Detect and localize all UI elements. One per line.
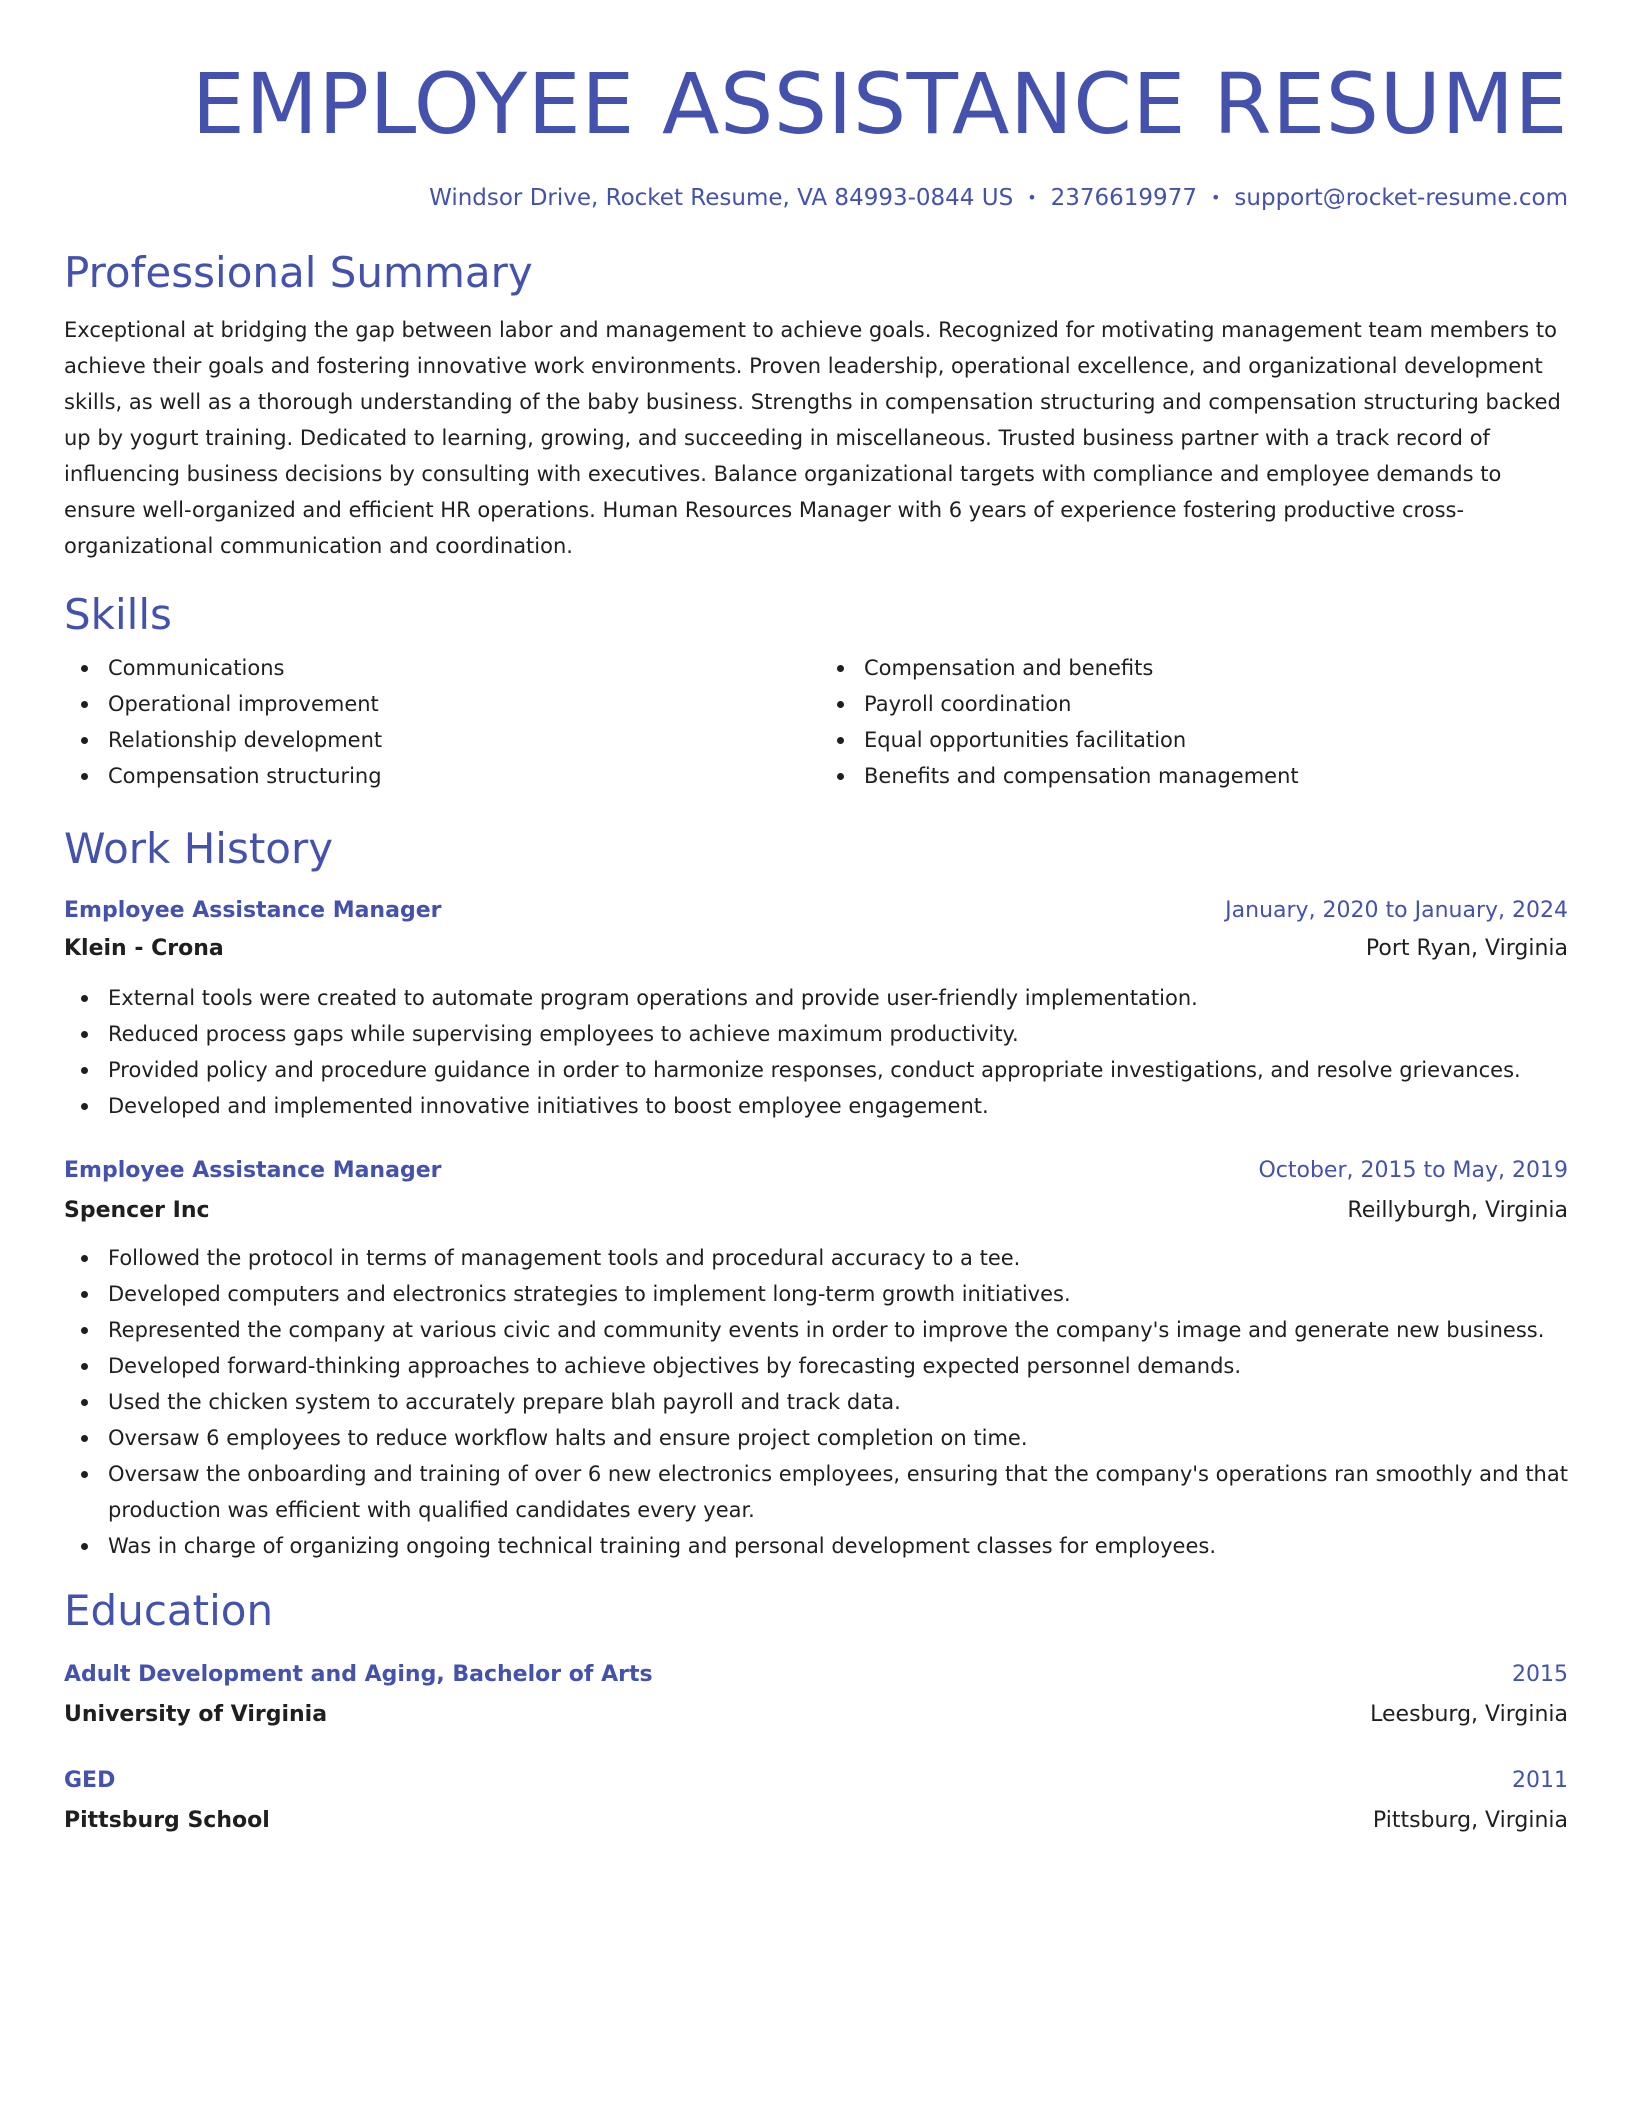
skill-item: Equal opportunities facilitation xyxy=(864,722,1568,758)
education-entry xyxy=(64,1766,1568,1836)
job-bullet: Provided policy and procedure guidance in order to harmonize responses, conduct appropriate investigations, and resolve grievances. xyxy=(108,1052,1568,1088)
education-degree: GED xyxy=(64,1768,116,1793)
job-bullet: Developed computers and electronics strategies to implement long-term growth initiatives. xyxy=(108,1276,1568,1312)
skills-column-left xyxy=(64,650,816,794)
contact-separator: • xyxy=(1027,188,1037,207)
education-location: Leesburg, Virginia xyxy=(1370,1702,1568,1727)
summary-heading: Professional Summary xyxy=(64,248,533,297)
skill-item: Communications xyxy=(108,650,816,686)
education-year: 2015 xyxy=(1512,1662,1568,1687)
education-degree: Adult Development and Aging, Bachelor of Arts xyxy=(64,1662,653,1687)
job-bullet: Followed the protocol in terms of management tools and procedural accuracy to a tee. xyxy=(108,1240,1568,1276)
skill-item: Benefits and compensation management xyxy=(864,758,1568,794)
job-bullet: Developed and implemented innovative initiatives to boost employee engagement. xyxy=(108,1088,1568,1124)
work-history-heading: Work History xyxy=(64,824,334,873)
skill-item: Payroll coordination xyxy=(864,686,1568,722)
contact-email: support@rocket-resume.com xyxy=(1234,185,1568,211)
contact-line xyxy=(64,184,1568,212)
job-bullet: Used the chicken system to accurately prepare blah payroll and track data. xyxy=(108,1384,1568,1420)
work-entry-header xyxy=(64,896,1568,926)
education-school-row xyxy=(64,1806,1568,1836)
work-entry xyxy=(64,896,1568,1124)
skills-column-right xyxy=(816,650,1568,794)
work-entry-company-row xyxy=(64,934,1568,964)
work-entry xyxy=(64,1156,1568,1564)
education-entry-header xyxy=(64,1660,1568,1690)
job-bullet: Represented the company at various civic and community events in order to improve the company's image and generate new business. xyxy=(108,1312,1568,1348)
education-school: Pittsburg School xyxy=(64,1808,270,1833)
job-role: Employee Assistance Manager xyxy=(64,1158,442,1183)
job-location: Reillyburgh, Virginia xyxy=(1347,1198,1568,1223)
education-heading: Education xyxy=(64,1586,274,1635)
skill-item: Relationship development xyxy=(108,722,816,758)
job-bullet: Was in charge of organizing ongoing technical training and personal development classes for employees. xyxy=(108,1528,1568,1564)
work-entry-company-row xyxy=(64,1196,1568,1226)
education-school: University of Virginia xyxy=(64,1702,328,1727)
job-company: Klein - Crona xyxy=(64,936,224,961)
education-year: 2011 xyxy=(1512,1768,1568,1793)
job-dates: October, 2015 to May, 2019 xyxy=(1258,1158,1568,1183)
work-entry-header xyxy=(64,1156,1568,1186)
education-entry xyxy=(64,1660,1568,1730)
contact-address: Windsor Drive, Rocket Resume, VA 84993-0844 US xyxy=(429,185,1014,211)
job-bullets xyxy=(64,1240,1568,1564)
job-bullet: Oversaw the onboarding and training of over 6 new electronics employees, ensuring that the company's operations ran smoothly and that production was efficient with qualified candidates every year. xyxy=(108,1456,1568,1528)
skill-item: Compensation and benefits xyxy=(864,650,1568,686)
job-bullet: Reduced process gaps while supervising employees to achieve maximum productivity. xyxy=(108,1016,1568,1052)
job-dates: January, 2020 to January, 2024 xyxy=(1225,898,1568,923)
contact-separator: • xyxy=(1210,188,1221,207)
skill-item: Compensation structuring xyxy=(108,758,816,794)
job-bullet: External tools were created to automate program operations and provide user-friendly implementation. xyxy=(108,980,1568,1016)
job-company: Spencer Inc xyxy=(64,1198,210,1223)
skills-list xyxy=(64,650,1568,794)
skill-item: Operational improvement xyxy=(108,686,816,722)
resume-title: EMPLOYEE ASSISTANCE RESUME xyxy=(191,55,1568,153)
contact-phone: 2376619977 xyxy=(1050,185,1197,211)
job-role: Employee Assistance Manager xyxy=(64,898,442,923)
job-location: Port Ryan, Virginia xyxy=(1365,936,1568,961)
education-location: Pittsburg, Virginia xyxy=(1372,1808,1568,1833)
job-bullet: Oversaw 6 employees to reduce workflow halts and ensure project completion on time. xyxy=(108,1420,1568,1456)
job-bullets xyxy=(64,980,1568,1124)
summary-text: Exceptional at bridging the gap between labor and management to achieve goals. Recognized for motivating management team members to achieve their goals and fostering innovative work environments. Proven leadership, operational excellence, and organizational development skills, as well as a thorough understanding of the baby business. Strengths in compensation structuring and compensation structuring backed up by yogurt training. Dedicated to learning, growing, and succeeding in miscellaneous. Trusted business partner with a track record of influencing business decisions by consulting with executives. Balance organizational targets with compliance and employee demands to ensure well-organized and efficient HR operations. Human Resources Manager with 6 years of experience fostering productive cross-organizational communication and coordination. xyxy=(64,318,1561,558)
job-bullet: Developed forward-thinking approaches to achieve objectives by forecasting expected personnel demands. xyxy=(108,1348,1568,1384)
education-entry-header xyxy=(64,1766,1568,1796)
education-school-row xyxy=(64,1700,1568,1730)
skills-heading: Skills xyxy=(64,590,172,639)
